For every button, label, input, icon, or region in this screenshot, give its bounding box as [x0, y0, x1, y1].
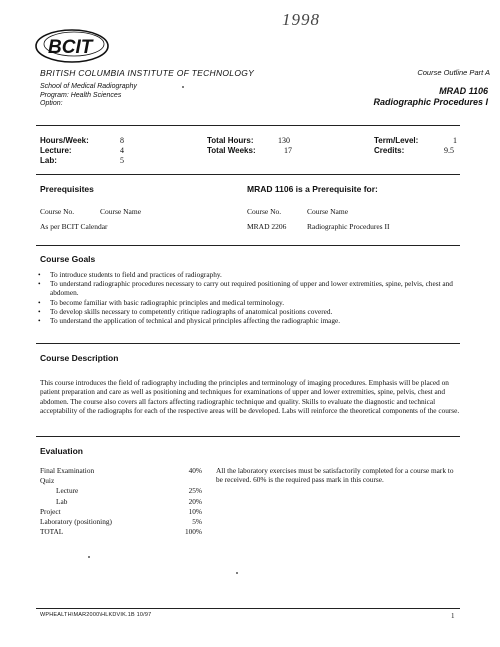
evaluation-table	[40, 466, 202, 537]
for-course-name: Radiographic Procedures II	[307, 222, 390, 231]
table-row	[40, 497, 202, 507]
list-item: • To understand the application of technical and physical principles affecting the radiographic image.	[50, 316, 470, 325]
eval-label: TOTAL	[40, 527, 64, 537]
list-item: • To develop skills necessary to competently critique radiographs of anatomical positions covered.	[50, 307, 470, 316]
prerequisites-heading: Prerequisites	[40, 184, 94, 194]
eval-label: Quiz	[40, 476, 55, 486]
total-hours-value: 130	[278, 136, 290, 145]
table-row	[40, 476, 202, 486]
eval-value: 40%	[188, 466, 202, 475]
table-row	[40, 517, 202, 527]
table-row	[40, 527, 202, 537]
lecture-value: 4	[120, 146, 124, 155]
credits-label: Credits:	[374, 146, 405, 155]
is-prerequisite-heading: MRAD 1106 is a Prerequisite for:	[247, 184, 378, 194]
course-heading	[373, 86, 488, 108]
lab-value: 5	[120, 156, 124, 165]
eval-value: 25%	[188, 486, 202, 496]
eval-label: Lab	[56, 496, 68, 506]
lab-label: Lab:	[40, 156, 57, 165]
footer-divider	[36, 608, 460, 609]
for-col-no: Course No.	[247, 207, 282, 216]
institution-name: BRITISH COLUMBIA INSTITUTE OF TECHNOLOGY	[40, 68, 255, 78]
handwritten-year: 1998	[282, 10, 320, 29]
hours-week-label: Hours/Week:	[40, 136, 89, 145]
for-col-name: Course Name	[307, 207, 349, 216]
term-level-value: 1	[453, 136, 457, 145]
divider	[36, 343, 460, 344]
program-line: Program: Health Sciences	[40, 91, 122, 99]
logo-text: BCIT	[48, 37, 93, 58]
evaluation-heading: Evaluation	[40, 446, 83, 456]
divider	[36, 245, 460, 246]
prereq-col-no: Course No.	[40, 207, 75, 216]
table-row	[40, 486, 202, 496]
evaluation-note: All the laboratory exercises must be satisfactorily completed for a course mark to be received. 60% is the required pass mark in this course.	[216, 466, 454, 485]
list-item: • To become familiar with basic radiographic principles and medical terminology.	[50, 298, 470, 307]
for-course-no: MRAD 2206	[247, 222, 287, 231]
eval-label: Laboratory (positioning)	[40, 517, 112, 527]
eval-value: 20%	[188, 496, 202, 506]
course-code: MRAD 1106	[439, 86, 488, 96]
list-item: • To understand radiographic procedures necessary to carry out required positioning of upper and lower extremities, spine, pelvis, chest and abdomen.	[50, 279, 470, 297]
divider	[36, 436, 460, 437]
table-row	[40, 507, 202, 517]
course-title: Radiographic Procedures I	[373, 97, 488, 107]
eval-value: 5%	[192, 517, 202, 527]
course-goals-heading: Course Goals	[40, 254, 96, 264]
bcit-logo	[34, 22, 112, 66]
course-outline-part: Course Outline Part A	[417, 68, 490, 77]
footer-code: WPHEALTH\MAR2000\HLKDVIK.1B 10/97	[40, 612, 152, 618]
total-weeks-label: Total Weeks:	[207, 146, 256, 155]
scan-speck	[236, 572, 238, 574]
eval-value: 100%	[184, 527, 202, 537]
eval-label: Project	[40, 506, 61, 516]
total-hours-label: Total Hours:	[207, 136, 254, 145]
lecture-label: Lecture:	[40, 146, 72, 155]
school-info	[40, 83, 137, 109]
course-description-text: This course introduces the field of radiography including the principles and terminology of imaging procedures. Emphasis will be placed on patient preparation and care as well as positioning and techniques for examinations of upper and lower extremities, spine, pelvis, chest and abdomen. The course also covers all factors affecting radiographic technique and quality. Skills to evaluate the diagnostic and technical acceptability of the radiographs for each of the respective areas will be developed. Labs will reinforce the theoretical components of the course.	[40, 378, 460, 416]
prereq-row: As per BCIT Calendar	[40, 222, 108, 231]
course-goals-list	[36, 270, 470, 325]
eval-label: Final Examination	[40, 466, 95, 475]
scan-speck	[88, 556, 90, 558]
total-weeks-value: 17	[284, 146, 292, 155]
prereq-col-name: Course Name	[100, 207, 142, 216]
scan-speck	[182, 86, 184, 88]
divider	[36, 125, 460, 126]
credits-value: 9.5	[444, 146, 454, 155]
page-number: 1	[451, 612, 455, 620]
eval-label: Lecture	[56, 486, 79, 496]
hours-week-value: 8	[120, 136, 124, 145]
course-description-heading: Course Description	[40, 353, 119, 363]
option-line: Option:	[40, 100, 63, 107]
list-item: • To introduce students to field and practices of radiography.	[50, 270, 470, 279]
divider	[36, 174, 460, 175]
table-row	[40, 466, 202, 476]
eval-value: 10%	[188, 506, 202, 516]
school-line: School of Medical Radiography	[40, 83, 137, 90]
term-level-label: Term/Level:	[374, 136, 419, 145]
